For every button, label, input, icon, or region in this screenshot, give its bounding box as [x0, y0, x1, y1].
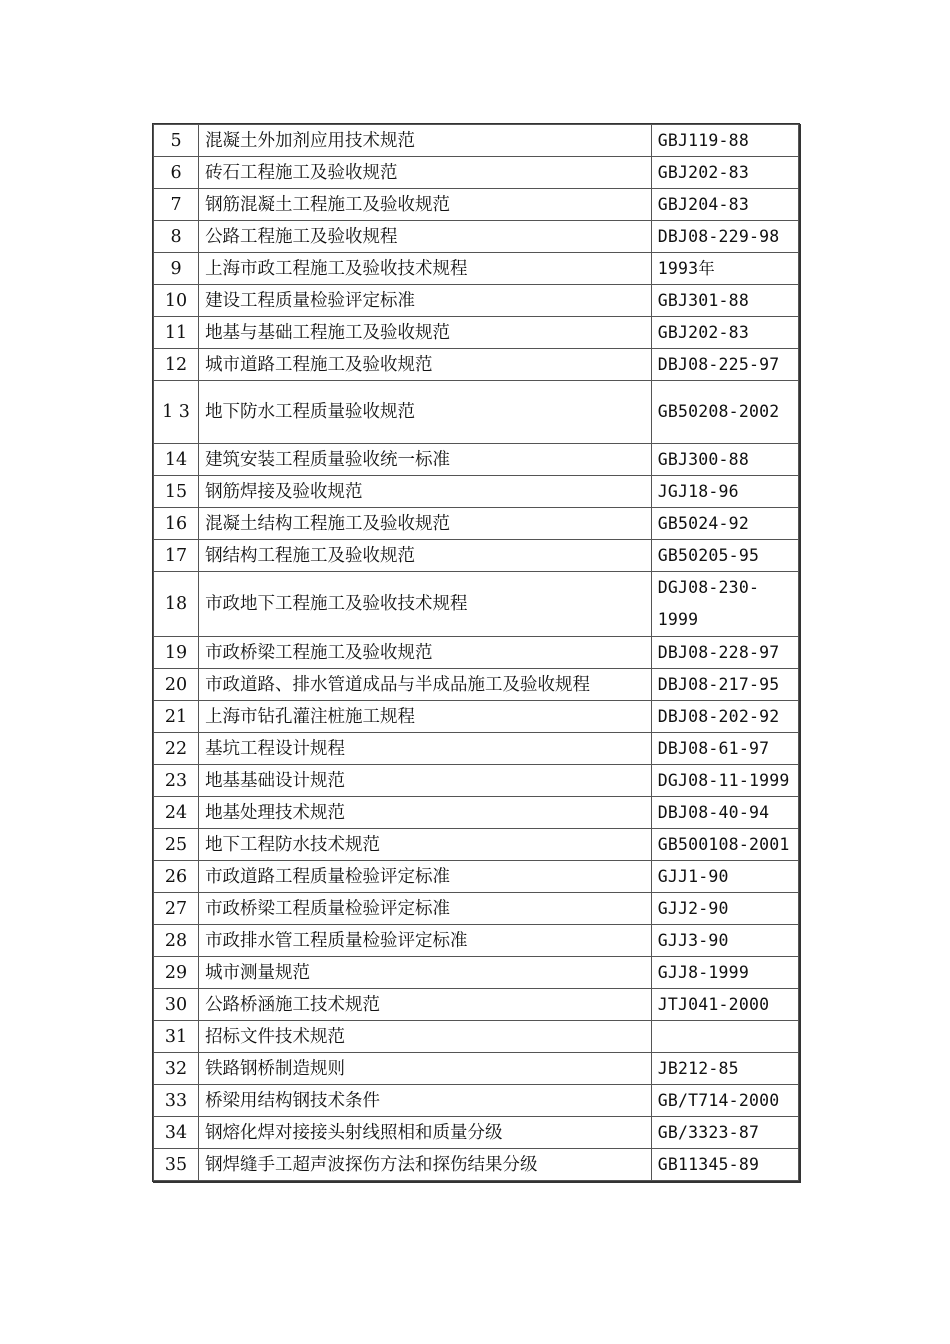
standard-name: 城市测量规范 [199, 957, 652, 989]
standard-code: GBJ119-88 [651, 125, 798, 157]
table-row [154, 1021, 799, 1053]
row-number: 8 [154, 221, 199, 253]
row-number: 15 [154, 476, 199, 508]
standard-code: GJJ8-1999 [651, 957, 798, 989]
standard-name: 地基基础设计规范 [199, 765, 652, 797]
standard-name: 基坑工程设计规程 [199, 733, 652, 765]
row-number: 14 [154, 444, 199, 476]
row-number: 5 [154, 125, 199, 157]
standard-name: 上海市钻孔灌注桩施工规程 [199, 701, 652, 733]
table-row [154, 861, 799, 893]
table-row [154, 349, 799, 381]
row-number: 33 [154, 1085, 199, 1117]
standard-name: 地下防水工程质量验收规范 [199, 381, 652, 444]
standard-code [651, 1021, 798, 1053]
table-row [154, 701, 799, 733]
table-row [154, 125, 799, 157]
standard-code: GBJ301-88 [651, 285, 798, 317]
table-row [154, 189, 799, 221]
standard-code: GB/T714-2000 [651, 1085, 798, 1117]
standard-code: DBJ08-225-97 [651, 349, 798, 381]
table-row [154, 925, 799, 957]
standard-name: 桥梁用结构钢技术条件 [199, 1085, 652, 1117]
standard-name: 地基与基础工程施工及验收规范 [199, 317, 652, 349]
table-row [154, 957, 799, 989]
standards-table [152, 123, 800, 1182]
standard-code: GBJ202-83 [651, 317, 798, 349]
standard-name: 公路工程施工及验收规程 [199, 221, 652, 253]
row-number: 19 [154, 637, 199, 669]
row-number: 21 [154, 701, 199, 733]
table-row [154, 733, 799, 765]
standard-name: 钢熔化焊对接接头射线照相和质量分级 [199, 1117, 652, 1149]
table-row [154, 669, 799, 701]
row-number: 18 [154, 572, 199, 637]
standard-code: DGJ08-230-1999 [651, 572, 798, 637]
table-row [154, 317, 799, 349]
standard-code: GJJ1-90 [651, 861, 798, 893]
table-row [154, 1149, 799, 1181]
standard-name: 钢筋焊接及验收规范 [199, 476, 652, 508]
row-number: 1 3 [154, 381, 199, 444]
standard-name: 招标文件技术规范 [199, 1021, 652, 1053]
row-number: 31 [154, 1021, 199, 1053]
standard-code: DGJ08-11-1999 [651, 765, 798, 797]
table-row [154, 508, 799, 540]
standard-name: 钢结构工程施工及验收规范 [199, 540, 652, 572]
standard-name: 市政桥梁工程质量检验评定标准 [199, 893, 652, 925]
row-number: 6 [154, 157, 199, 189]
standard-name: 市政桥梁工程施工及验收规范 [199, 637, 652, 669]
standard-name: 市政道路、排水管道成品与半成品施工及验收规程 [199, 669, 652, 701]
table-row [154, 444, 799, 476]
table-row [154, 765, 799, 797]
row-number: 9 [154, 253, 199, 285]
row-number: 23 [154, 765, 199, 797]
standard-code: DBJ08-40-94 [651, 797, 798, 829]
table-row [154, 381, 799, 444]
row-number: 35 [154, 1149, 199, 1181]
table-row [154, 572, 799, 637]
standard-code: JTJ041-2000 [651, 989, 798, 1021]
table-row [154, 797, 799, 829]
table-row [154, 157, 799, 189]
row-number: 10 [154, 285, 199, 317]
table-row [154, 829, 799, 861]
standard-code: JGJ18-96 [651, 476, 798, 508]
table-row [154, 1053, 799, 1085]
standard-code: GB/3323-87 [651, 1117, 798, 1149]
row-number: 34 [154, 1117, 199, 1149]
row-number: 27 [154, 893, 199, 925]
row-number: 28 [154, 925, 199, 957]
standard-code: GBJ202-83 [651, 157, 798, 189]
row-number: 16 [154, 508, 199, 540]
row-number: 25 [154, 829, 199, 861]
row-number: 26 [154, 861, 199, 893]
standard-name: 钢筋混凝土工程施工及验收规范 [199, 189, 652, 221]
row-number: 24 [154, 797, 199, 829]
standard-name: 铁路钢桥制造规则 [199, 1053, 652, 1085]
standard-name: 建筑安装工程质量验收统一标准 [199, 444, 652, 476]
row-number: 30 [154, 989, 199, 1021]
standard-name: 城市道路工程施工及验收规范 [199, 349, 652, 381]
standard-code: GB50205-95 [651, 540, 798, 572]
standard-name: 公路桥涵施工技术规范 [199, 989, 652, 1021]
table-row [154, 540, 799, 572]
table-row [154, 285, 799, 317]
row-number: 7 [154, 189, 199, 221]
standard-code: GB500108-2001 [651, 829, 798, 861]
standard-code: DBJ08-61-97 [651, 733, 798, 765]
row-number: 11 [154, 317, 199, 349]
standard-code: GB11345-89 [651, 1149, 798, 1181]
table-row [154, 989, 799, 1021]
table-row [154, 637, 799, 669]
standard-code: DBJ08-217-95 [651, 669, 798, 701]
table-body [154, 125, 799, 1181]
standard-name: 钢焊缝手工超声波探伤方法和探伤结果分级 [199, 1149, 652, 1181]
standard-code: DBJ08-229-98 [651, 221, 798, 253]
standard-name: 混凝土结构工程施工及验收规范 [199, 508, 652, 540]
table-row [154, 893, 799, 925]
row-number: 12 [154, 349, 199, 381]
standard-name: 砖石工程施工及验收规范 [199, 157, 652, 189]
standard-name: 市政地下工程施工及验收技术规程 [199, 572, 652, 637]
row-number: 32 [154, 1053, 199, 1085]
standard-name: 市政道路工程质量检验评定标准 [199, 861, 652, 893]
table-row [154, 1117, 799, 1149]
standard-code: GBJ300-88 [651, 444, 798, 476]
standard-code: DBJ08-228-97 [651, 637, 798, 669]
standard-code: DBJ08-202-92 [651, 701, 798, 733]
standard-name: 混凝土外加剂应用技术规范 [199, 125, 652, 157]
standard-code: JB212-85 [651, 1053, 798, 1085]
table-row [154, 221, 799, 253]
row-number: 17 [154, 540, 199, 572]
standard-name: 地基处理技术规范 [199, 797, 652, 829]
table-row [154, 1085, 799, 1117]
standard-code: GBJ204-83 [651, 189, 798, 221]
standard-name: 市政排水管工程质量检验评定标准 [199, 925, 652, 957]
row-number: 20 [154, 669, 199, 701]
table-row [154, 253, 799, 285]
standard-code: GJJ3-90 [651, 925, 798, 957]
standard-code: GJJ2-90 [651, 893, 798, 925]
row-number: 22 [154, 733, 199, 765]
standard-code: 1993年 [651, 253, 798, 285]
standard-code: GB5024-92 [651, 508, 798, 540]
standard-name: 地下工程防水技术规范 [199, 829, 652, 861]
standards-table-grid [153, 124, 799, 1181]
row-number: 29 [154, 957, 199, 989]
standard-name: 建设工程质量检验评定标准 [199, 285, 652, 317]
standard-code: GB50208-2002 [651, 381, 798, 444]
standard-name: 上海市政工程施工及验收技术规程 [199, 253, 652, 285]
table-row [154, 476, 799, 508]
